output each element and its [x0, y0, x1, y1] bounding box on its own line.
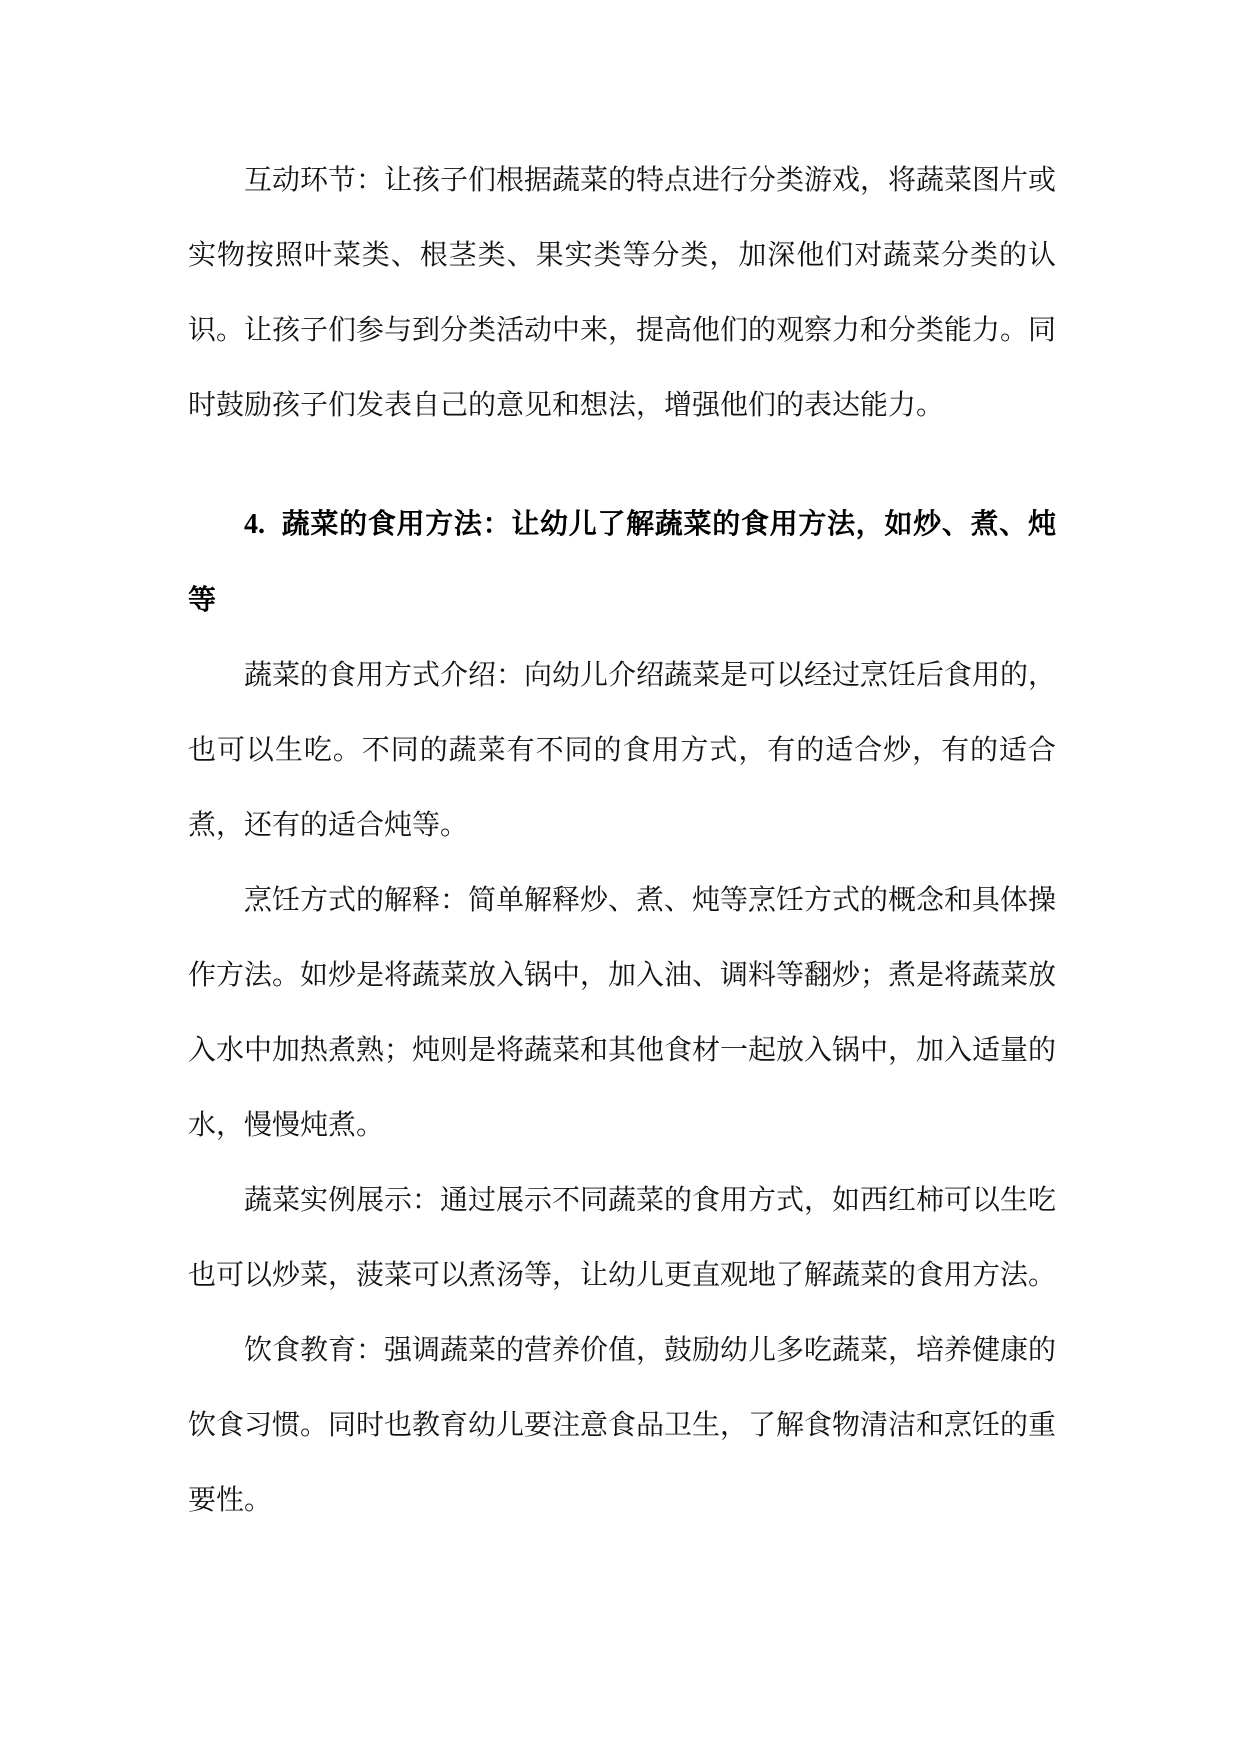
section-spacer [188, 442, 1056, 486]
section-heading [188, 486, 1056, 637]
paragraph-vegetable-examples: 蔬菜实例展示：通过展示不同蔬菜的食用方式，如西红柿可以生吃也可以炒菜，菠菜可以煮汤等，让幼儿更直观地了解蔬菜的食用方法。 [188, 1183, 1057, 1291]
paragraph-eating-methods-intro: 蔬菜的食用方式介绍：向幼儿介绍蔬菜是可以经过烹饪后食用的，也可以生吃。不同的蔬菜有不同的食用方式，有的适合炒，有的适合煮，还有的适合炖等。 [188, 658, 1057, 841]
section-number: 4. [244, 509, 265, 540]
document-body [188, 142, 1056, 1537]
paragraph-interactive-session: 互动环节：让孩子们根据蔬菜的特点进行分类游戏，将蔬菜图片或实物按照叶菜类、根茎类、果实类等分类，加深他们对蔬菜分类的认识。让孩子们参与到分类活动中来，提高他们的观察力和分类能力。同时鼓励孩子们发表自己的意见和想法，增强他们的表达能力。 [188, 163, 1057, 421]
paragraph-cooking-explanation: 烹饪方式的解释：简单解释炒、煮、炖等烹饪方式的概念和具体操作方法。如炒是将蔬菜放入锅中，加入油、调料等翻炒；煮是将蔬菜放入水中加热煮熟；炖则是将蔬菜和其他食材一起放入锅中，加入适量的水，慢慢炖煮。 [188, 883, 1057, 1141]
paragraph-diet-education: 饮食教育：强调蔬菜的营养价值，鼓励幼儿多吃蔬菜，培养健康的饮食习惯。同时也教育幼儿要注意食品卫生，了解食物清洁和烹饪的重要性。 [188, 1333, 1057, 1516]
section-title: 蔬菜的食用方法：让幼儿了解蔬菜的食用方法，如炒、煮、炖等 [188, 507, 1056, 616]
